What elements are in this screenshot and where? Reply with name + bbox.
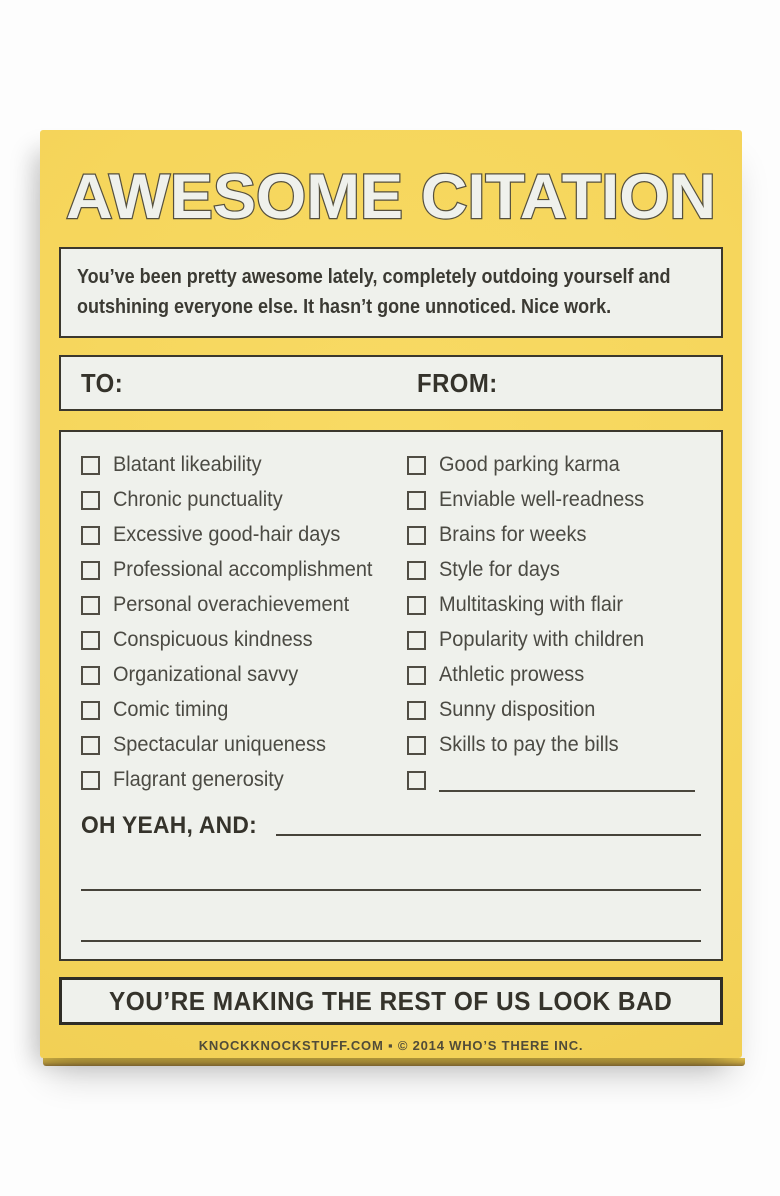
checkbox-icon[interactable] [81, 736, 100, 755]
checklist [81, 447, 701, 797]
oh-yeah-label: OH YEAH, AND: [81, 812, 257, 839]
checklist-column-left [81, 447, 407, 797]
checklist-item-left-6[interactable] [81, 622, 407, 657]
checkbox-icon[interactable] [81, 666, 100, 685]
checklist-item-label: Skills to pay the bills [438, 732, 619, 756]
checklist-item-left-3[interactable] [81, 517, 407, 552]
checkbox-icon[interactable] [407, 596, 426, 615]
checklist-item-left-9[interactable] [81, 727, 407, 762]
write-in-blank-line[interactable] [439, 778, 696, 792]
checkbox-icon[interactable] [407, 526, 426, 545]
checkbox-icon[interactable] [81, 491, 100, 510]
title-outlined-text [59, 160, 723, 234]
checklist-column-right [407, 447, 702, 797]
checklist-item-right-1[interactable] [407, 447, 702, 482]
checklist-item-label: Sunny disposition [438, 697, 595, 721]
checklist-item-label: Flagrant generosity [113, 767, 284, 791]
checklist-item-label: Excessive good-hair days [113, 522, 341, 546]
checkbox-icon[interactable] [81, 631, 100, 650]
checklist-item-right-7[interactable] [407, 657, 702, 692]
to-field[interactable] [81, 357, 417, 409]
checklist-item-label: Athletic prowess [438, 662, 584, 686]
checklist-item-left-4[interactable] [81, 552, 407, 587]
checklist-item-right-4[interactable] [407, 552, 702, 587]
svg-text:AWESOME CITATION: AWESOME CITATION [66, 162, 716, 232]
checkbox-icon[interactable] [81, 701, 100, 720]
checklist-item-left-7[interactable] [81, 657, 407, 692]
checklist-item-label: Popularity with children [438, 627, 644, 651]
to-from-box [59, 355, 723, 411]
write-line-1[interactable] [81, 840, 701, 891]
checklist-item-left-10[interactable] [81, 762, 407, 797]
checkbox-icon[interactable] [407, 736, 426, 755]
from-label: FROM: [417, 367, 498, 398]
checkbox-icon[interactable] [407, 456, 426, 475]
checklist-item-label: Blatant likeability [113, 452, 262, 476]
checklist-item-left-5[interactable] [81, 587, 407, 622]
checklist-item-right-5[interactable] [407, 587, 702, 622]
write-line-2[interactable] [81, 891, 701, 942]
checklist-item-right-6[interactable] [407, 622, 702, 657]
checkbox-icon[interactable] [81, 771, 100, 790]
checklist-item-label: Spectacular uniqueness [113, 732, 326, 756]
checkbox-icon[interactable] [81, 526, 100, 545]
checklist-item-left-1[interactable] [81, 447, 407, 482]
checklist-item-label: Brains for weeks [438, 522, 586, 546]
checklist-item-label: Enviable well-readness [438, 487, 644, 511]
checklist-item-right-10[interactable] [407, 762, 702, 797]
checklist-item-label: Personal overachievement [113, 592, 350, 616]
checklist-item-left-8[interactable] [81, 692, 407, 727]
checklist-item-label: Chronic punctuality [113, 487, 283, 511]
checkbox-icon[interactable] [407, 666, 426, 685]
checklist-item-right-8[interactable] [407, 692, 702, 727]
checklist-item-left-2[interactable] [81, 482, 407, 517]
checklist-item-label: Professional accomplishment [113, 557, 373, 581]
banner-text: YOU’RE MAKING THE REST OF US LOOK BAD [109, 985, 673, 1016]
checkbox-icon[interactable] [81, 596, 100, 615]
checklist-item-right-9[interactable] [407, 727, 702, 762]
oh-yeah-write-line[interactable] [276, 824, 701, 836]
pad-title [59, 130, 723, 238]
checklist-item-right-2[interactable] [407, 482, 702, 517]
checkbox-icon[interactable] [407, 561, 426, 580]
notepad [40, 130, 742, 1058]
intro-box [59, 247, 723, 338]
checkbox-icon[interactable] [407, 701, 426, 720]
intro-line-1: You’ve been pretty awesome lately, completely outdoing yourself and [77, 266, 671, 288]
checklist-item-label: Good parking karma [438, 452, 620, 476]
checklist-item-label: Conspicuous kindness [113, 627, 313, 651]
checklist-box [59, 430, 723, 961]
checklist-item-label: Comic timing [113, 697, 229, 721]
oh-yeah-row [81, 806, 701, 840]
bottom-banner [59, 977, 723, 1025]
checkbox-icon[interactable] [407, 631, 426, 650]
checkbox-icon[interactable] [81, 561, 100, 580]
footer-credit: KNOCKKNOCKSTUFF.COM ▪ © 2014 WHO’S THERE INC. [198, 1038, 584, 1053]
checklist-item-label: Organizational savvy [113, 662, 299, 686]
to-label: TO: [81, 367, 124, 398]
checklist-item-right-3[interactable] [407, 517, 702, 552]
checklist-item-label: Style for days [438, 557, 560, 581]
checkbox-icon[interactable] [407, 771, 426, 790]
intro-line-2: outshining everyone else. It hasn’t gone unnoticed. Nice work. [77, 296, 612, 318]
checkbox-icon[interactable] [407, 491, 426, 510]
checklist-item-label: Multitasking with flair [438, 592, 623, 616]
checkbox-icon[interactable] [81, 456, 100, 475]
from-field[interactable] [417, 357, 721, 409]
